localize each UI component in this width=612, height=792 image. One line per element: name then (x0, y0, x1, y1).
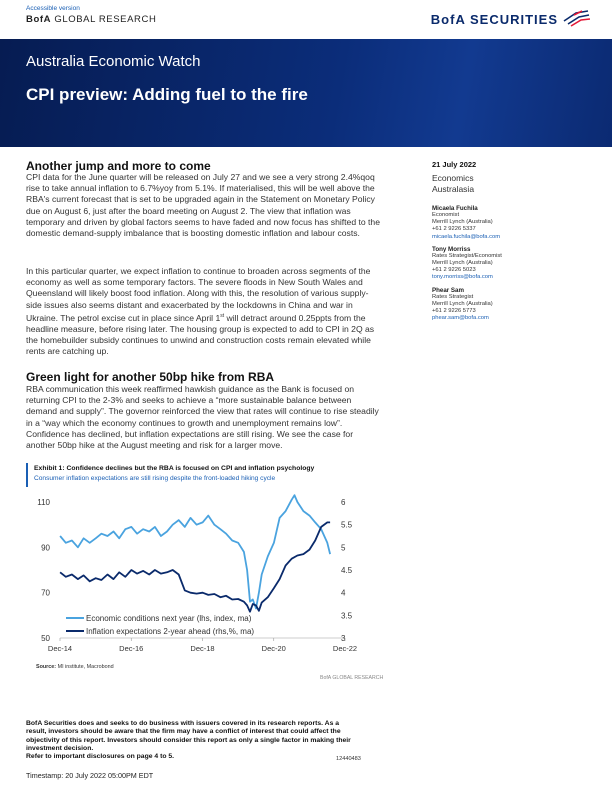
x-tick-label: Dec-16 (119, 644, 144, 653)
section-heading-1: Another jump and more to come (26, 159, 211, 173)
bofa-securities-logo: BofA SECURITIES (430, 12, 558, 27)
inflation-expectations-line (60, 522, 330, 611)
report-title: CPI preview: Adding fuel to the fire (26, 85, 308, 104)
report-date: 21 July 2022 (432, 160, 477, 169)
section1-paragraph-2 (26, 266, 384, 357)
y-right-tick-label: 5 (341, 543, 346, 553)
paragraph-2-text-b: will detract around 0.25ppts from the headline measure, before rising later. The housing group is expected to add to CPI in 2Q as the homebuilder subsidy continues to unwind and construction costs remain elevated while rents are catching up. (26, 312, 375, 357)
analyst-email[interactable]: tony.morriss@bofa.com (432, 274, 493, 281)
exhibit-title: Exhibit 1: Confidence declines but the RBA is focused on CPI and inflation psychology (34, 465, 315, 472)
section-heading-2: Green light for another 50bp hike from RBA (26, 370, 275, 384)
chart-source (36, 664, 114, 670)
research-credit: BofA GLOBAL RESEARCH (320, 675, 384, 681)
x-tick-label: Dec-22 (332, 644, 358, 653)
analyst-title: Economist (432, 212, 460, 218)
exhibit-accent-bar (26, 463, 28, 487)
flag-logo-icon (562, 9, 590, 27)
legend-label: Inflation expectations 2-year ahead (rhs,%, ma) (86, 627, 255, 636)
section1-paragraph-1: CPI data for the June quarter will be released on July 27 and we see a very strong 2.4%qoq rise to take annual inflation to 6.7%yoy from 5.1%. If materialised, this will be well above the RBA's current forecast that is set to be upgraded again in the Statement on Monetary Policy due on August 6, just after the board meeting on August 2. The view that inflation was temporary and driven by global factors seems to have faded and now focus has shifted to the domestic demand-supply imbalance that is boosting domestic inflation and labour costs. (26, 172, 380, 239)
sidebar (432, 160, 592, 322)
analyst-name: Micaela Fuchila (432, 205, 478, 212)
brand-prefix: BofA (26, 14, 52, 25)
y-right-tick-label: 3 (341, 634, 346, 643)
analyst-firm: Merrill Lynch (Australia) (432, 260, 493, 267)
disclosure-text (26, 720, 356, 761)
y-left-tick-label: 110 (37, 498, 50, 507)
analyst-firm: Merrill Lynch (Australia) (432, 300, 493, 307)
source-label: Source: (36, 664, 57, 670)
analyst-title: Rates Strategist (432, 293, 474, 300)
superscript-st: st (220, 312, 225, 319)
line-chart (0, 490, 612, 660)
exhibit-subtitle: Consumer inflation expectations are still rising despite the front-loaded hiking cycle (34, 475, 276, 482)
disclosure-reference[interactable]: Refer to important disclosures on page 4 to 5. (26, 753, 175, 761)
analyst-firm: Merrill Lynch (Australia) (432, 219, 493, 226)
disclosure-paragraph: BofA Securities does and seeks to do business with issuers covered in its research reports. As a result, investors should be aware that the firm may have a conflict of interest that could affect the objectivity of this report. Investors should consider this report as only a single factor in making their investment decision. (26, 720, 351, 752)
analyst-title: Rates Strategist/Economist (432, 252, 502, 259)
analyst-email[interactable]: micaela.fuchila@bofa.com (432, 233, 501, 240)
category-region: Australasia (432, 184, 475, 194)
y-right-tick-label: 4.5 (341, 566, 353, 575)
chart-legend (66, 614, 254, 636)
global-research-brand (26, 14, 156, 25)
x-tick-label: Dec-20 (261, 644, 286, 653)
analyst-name: Tony Morriss (432, 245, 471, 253)
analyst-block (432, 246, 592, 282)
analyst-name: Phear Sam (432, 286, 464, 294)
analyst-email[interactable]: phear.sam@bofa.com (432, 315, 489, 322)
y-left-tick-label: 50 (41, 634, 50, 643)
section2-paragraph-1: RBA communication this week reaffirmed hawkish guidance as the Bank is focused on returning CPI to the 2-3% and seeks to achieve a “more sustainable balance between demand and supply”. The governor reinforced the view that rates will continue to rise steadily in a “way which the economy continues to growth and unemployment remains low”. Confidence has declined, but inflation expectations are still rising. We see the case for another 50bp hike at the August meeting and risk for a larger move. (26, 384, 379, 451)
series-title: Australia Economic Watch (26, 53, 201, 70)
economic-conditions-line (60, 495, 330, 608)
category-economics: Economics (432, 173, 474, 183)
y-right-tick-label: 5.5 (341, 520, 353, 530)
analyst-phone: +61 2 9226 5023 (432, 267, 476, 274)
analyst-phone: +61 2 9226 5337 (432, 226, 476, 233)
paragraph-2-text-a: In this particular quarter, we expect inflation to continue to broaden across segments of the economy as well as some temporary factors. The severe floods in New South Wales and Queensland will likely boost food inflation. Along with this, the resolution of various supply-side issues also seems distant and exacerbated by the lockdowns in China and war in Ukraine. The petrol excise cut in place since April 1 (26, 266, 371, 323)
brand-rest: GLOBAL RESEARCH (51, 14, 157, 25)
source-text: MI institute, Macrobond (56, 664, 114, 670)
analyst-phone: +61 2 9226 5773 (432, 308, 476, 315)
y-left-tick-label: 70 (41, 588, 50, 598)
accessible-version-link[interactable]: Accessible version (26, 5, 80, 12)
chart-series (60, 495, 330, 612)
y-right-tick-label: 3.5 (341, 611, 353, 621)
x-tick-label: Dec-18 (190, 644, 215, 653)
timestamp: Timestamp: 20 July 2022 05:00PM EDT (26, 771, 154, 780)
y-right-tick-label: 4 (341, 588, 346, 598)
hero-banner (0, 39, 612, 147)
legend-label: Economic conditions next year (lhs, index, ma) (86, 614, 252, 623)
analyst-block (432, 287, 592, 323)
document-number: 12440483 (336, 756, 361, 762)
y-left-tick-label: 90 (41, 543, 50, 553)
analyst-block (432, 205, 592, 241)
y-right-tick-label: 6 (341, 498, 346, 507)
x-tick-label: Dec-14 (47, 644, 73, 653)
